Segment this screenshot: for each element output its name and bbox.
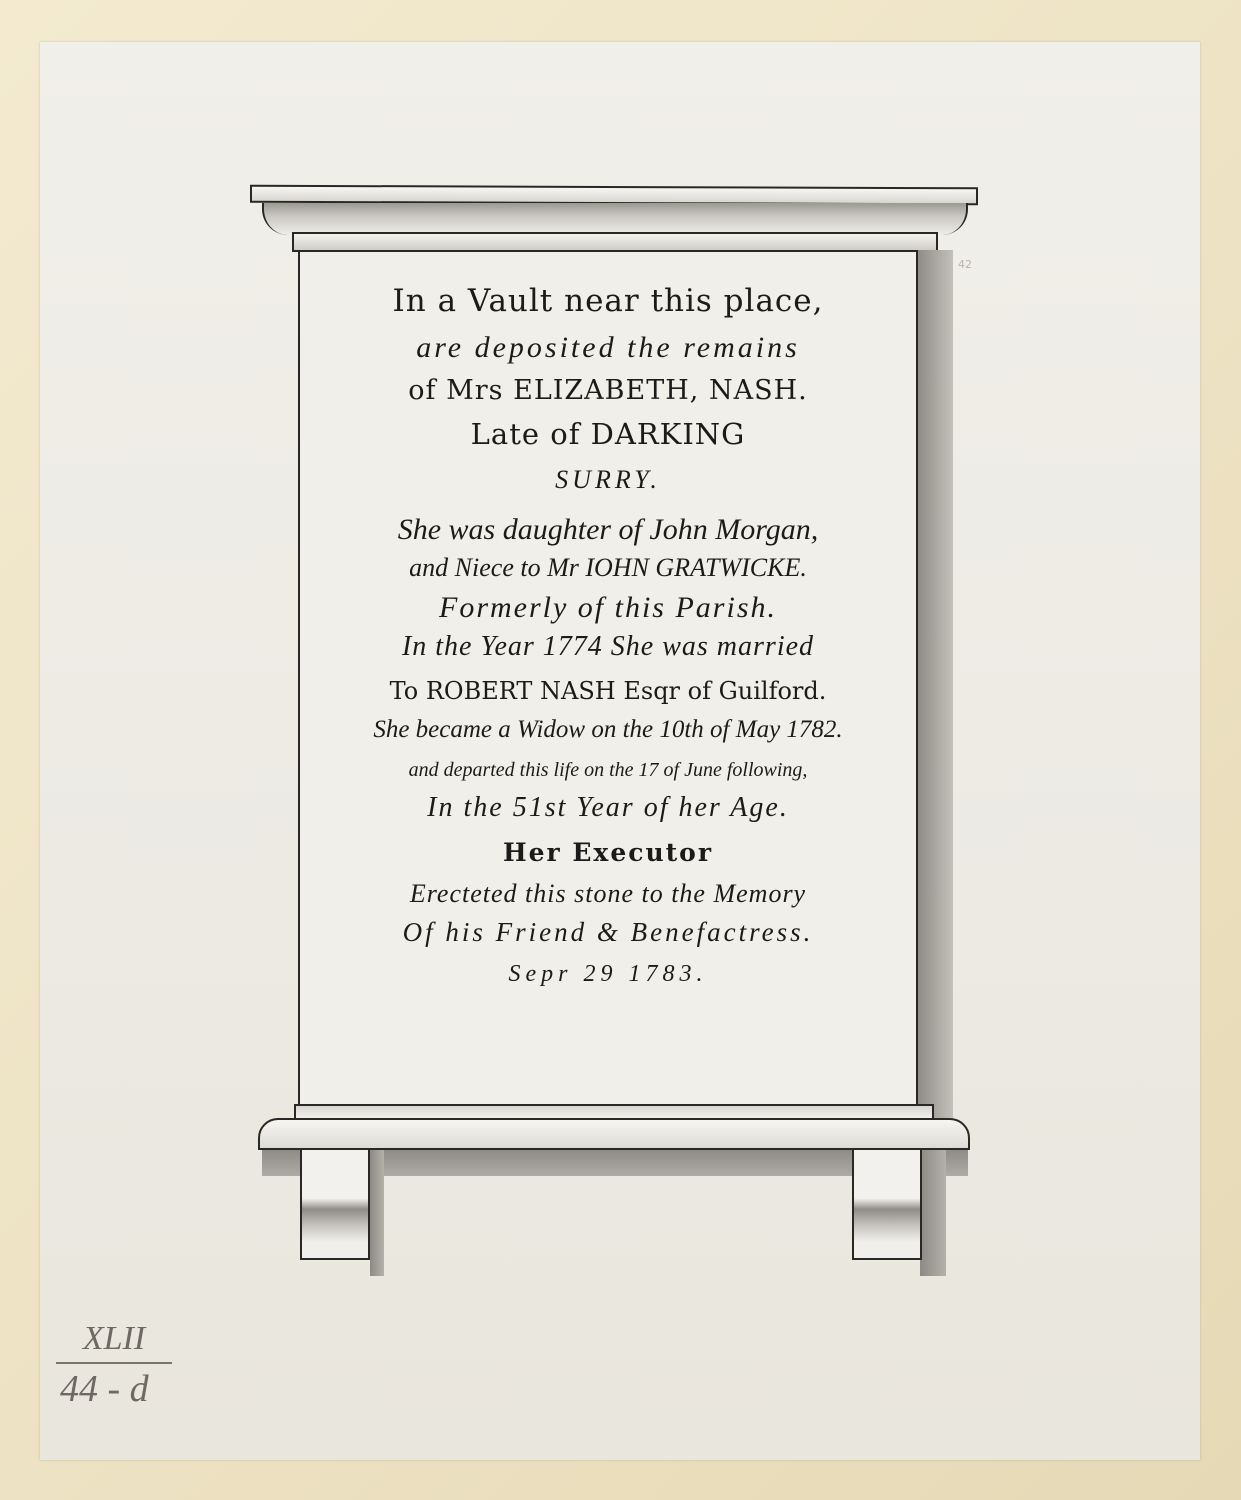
pencil-page-mark: 42 bbox=[958, 258, 972, 271]
inscription-line: of Mrs ELIZABETH, NASH. bbox=[408, 375, 808, 406]
inscription-line: In the 51st Year of her Age. bbox=[427, 792, 789, 823]
inscription-line: Of his Friend & Benefactress. bbox=[402, 917, 814, 947]
inscription-text bbox=[300, 276, 916, 986]
bracket-left bbox=[300, 1148, 370, 1260]
bracket-shadow-right bbox=[920, 1148, 946, 1276]
inscription-line: and departed this life on the 17 of June following, bbox=[408, 759, 808, 781]
catalogue-reference: 44 - d bbox=[60, 1368, 149, 1410]
inscription-line: and Niece to Mr IOHN GRATWICKE. bbox=[409, 553, 807, 582]
inscription-line: are deposited the remains bbox=[416, 331, 800, 364]
inscription-line: To ROBERT NASH Esqr of Guilford. bbox=[389, 677, 827, 705]
inscription-line: She was daughter of John Morgan, bbox=[397, 513, 819, 546]
base-slab bbox=[258, 1118, 970, 1150]
inscription-line: In the Year 1774 She was married bbox=[401, 631, 815, 662]
cornice-fillet bbox=[292, 232, 938, 252]
inscription-line: SURRY. bbox=[555, 465, 661, 494]
bracket-right bbox=[852, 1148, 922, 1260]
inscription-line: Her Executor bbox=[502, 838, 714, 867]
cornice-molding bbox=[262, 203, 968, 235]
inscription-line: Erecteted this stone to the Memory bbox=[409, 879, 807, 908]
inscription-line: Formerly of this Parish. bbox=[439, 591, 777, 624]
inscription-line: In a Vault near this place, bbox=[392, 283, 824, 319]
inscription-line: Sepr 29 1783. bbox=[508, 961, 708, 987]
inscription-line: Late of DARKING bbox=[470, 417, 746, 451]
tablet-shadow bbox=[915, 250, 953, 1118]
inscription-line: She became a Widow on the 10th of May 1782. bbox=[373, 716, 843, 743]
catalogue-number bbox=[44, 1322, 184, 1408]
bracket-shadow-left bbox=[370, 1148, 384, 1276]
catalogue-roman-numeral: XLII bbox=[56, 1322, 172, 1364]
